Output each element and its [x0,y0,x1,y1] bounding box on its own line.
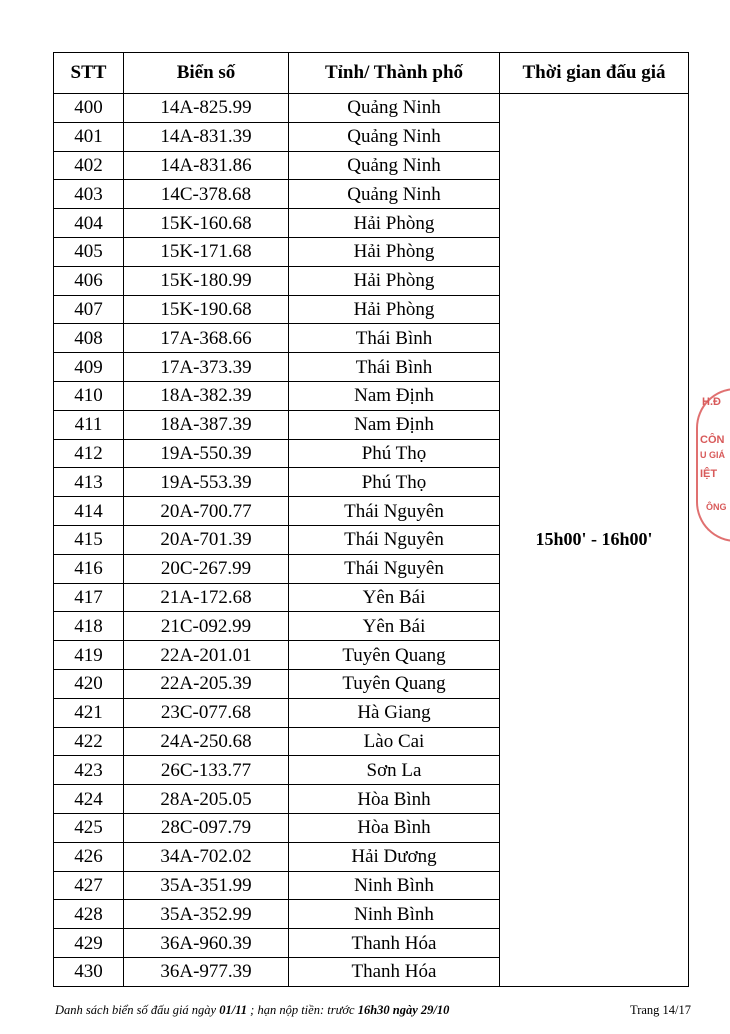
stt-cell: 428 [54,900,124,929]
plate-cell: 19A-550.39 [124,439,289,468]
province-cell: Quảng Ninh [289,180,500,209]
stt-cell: 400 [54,94,124,123]
stt-cell: 416 [54,554,124,583]
footer-note: Danh sách biển số đấu giá ngày 01/11 ; hạn nộp tiền: trước 16h30 ngày 29/10 [55,1003,450,1017]
auction-table [53,52,689,987]
plate-cell: 19A-553.39 [124,468,289,497]
province-cell: Hải Phòng [289,266,500,295]
header-plate: Biển số [124,53,289,94]
plate-cell: 15K-190.68 [124,295,289,324]
province-cell: Thanh Hóa [289,957,500,986]
plate-cell: 17A-373.39 [124,353,289,382]
province-cell: Tuyên Quang [289,669,500,698]
stt-cell: 406 [54,266,124,295]
header-province: Tỉnh/ Thành phố [289,53,500,94]
province-cell: Hải Phòng [289,295,500,324]
auction-time-cell: 15h00' - 16h00' [500,94,689,987]
province-cell: Nam Định [289,381,500,410]
stt-cell: 425 [54,813,124,842]
plate-cell: 17A-368.66 [124,324,289,353]
red-stamp [696,388,730,542]
stt-cell: 404 [54,209,124,238]
plate-cell: 24A-250.68 [124,727,289,756]
plate-cell: 14A-825.99 [124,94,289,123]
province-cell: Hà Giang [289,698,500,727]
plate-cell: 28C-097.79 [124,813,289,842]
province-cell: Hải Phòng [289,209,500,238]
stamp-text: IỆT [700,468,718,480]
stamp-text: U GIÁ [700,450,726,460]
stt-cell: 410 [54,381,124,410]
province-cell: Thái Bình [289,353,500,382]
plate-cell: 15K-180.99 [124,266,289,295]
stamp-text: CÔN [700,434,725,446]
province-cell: Thái Bình [289,324,500,353]
stt-cell: 414 [54,497,124,526]
stt-cell: 420 [54,669,124,698]
stt-cell: 430 [54,957,124,986]
province-cell: Phú Thọ [289,439,500,468]
plate-cell: 14C-378.68 [124,180,289,209]
header-stt: STT [54,53,124,94]
plate-cell: 36A-960.39 [124,929,289,958]
plate-cell: 22A-201.01 [124,641,289,670]
province-cell: Nam Định [289,410,500,439]
stt-cell: 402 [54,151,124,180]
province-cell: Ninh Bình [289,871,500,900]
stt-cell: 408 [54,324,124,353]
plate-cell: 20A-701.39 [124,525,289,554]
plate-cell: 34A-702.02 [124,842,289,871]
plate-cell: 21C-092.99 [124,612,289,641]
table-body [54,94,689,987]
stamp-text: ÔNG [706,502,727,512]
stt-cell: 405 [54,237,124,266]
stt-cell: 415 [54,525,124,554]
province-cell: Thái Nguyên [289,554,500,583]
province-cell: Lào Cai [289,727,500,756]
province-cell: Thanh Hóa [289,929,500,958]
province-cell: Quảng Ninh [289,94,500,123]
stt-cell: 427 [54,871,124,900]
stt-cell: 412 [54,439,124,468]
stt-cell: 401 [54,122,124,151]
plate-cell: 20A-700.77 [124,497,289,526]
stt-cell: 426 [54,842,124,871]
stt-cell: 423 [54,756,124,785]
plate-cell: 18A-387.39 [124,410,289,439]
province-cell: Sơn La [289,756,500,785]
stt-cell: 411 [54,410,124,439]
province-cell: Phú Thọ [289,468,500,497]
province-cell: Ninh Bình [289,900,500,929]
stt-cell: 429 [54,929,124,958]
province-cell: Tuyên Quang [289,641,500,670]
province-cell: Hòa Bình [289,785,500,814]
header-auction-time: Thời gian đấu giá [500,53,689,94]
stt-cell: 403 [54,180,124,209]
province-cell: Thái Nguyên [289,497,500,526]
stt-cell: 407 [54,295,124,324]
table-header-row [54,53,689,94]
province-cell: Yên Bái [289,583,500,612]
page-number: Trang 14/17 [630,1003,692,1017]
province-cell: Hải Phòng [289,237,500,266]
stt-cell: 422 [54,727,124,756]
plate-cell: 15K-171.68 [124,237,289,266]
stt-cell: 421 [54,698,124,727]
plate-cell: 35A-352.99 [124,900,289,929]
plate-cell: 35A-351.99 [124,871,289,900]
province-cell: Quảng Ninh [289,151,500,180]
plate-cell: 23C-077.68 [124,698,289,727]
province-cell: Yên Bái [289,612,500,641]
stt-cell: 424 [54,785,124,814]
stt-cell: 417 [54,583,124,612]
plate-cell: 20C-267.99 [124,554,289,583]
province-cell: Hòa Bình [289,813,500,842]
stt-cell: 413 [54,468,124,497]
table-row [54,94,689,123]
plate-cell: 18A-382.39 [124,381,289,410]
stt-cell: 418 [54,612,124,641]
plate-cell: 26C-133.77 [124,756,289,785]
plate-cell: 15K-160.68 [124,209,289,238]
plate-cell: 21A-172.68 [124,583,289,612]
plate-cell: 14A-831.39 [124,122,289,151]
plate-cell: 36A-977.39 [124,957,289,986]
province-cell: Thái Nguyên [289,525,500,554]
plate-cell: 22A-205.39 [124,669,289,698]
plate-cell: 28A-205.05 [124,785,289,814]
province-cell: Quảng Ninh [289,122,500,151]
province-cell: Hải Dương [289,842,500,871]
stt-cell: 419 [54,641,124,670]
stamp-text: H.Đ [702,396,721,408]
plate-cell: 14A-831.86 [124,151,289,180]
stt-cell: 409 [54,353,124,382]
